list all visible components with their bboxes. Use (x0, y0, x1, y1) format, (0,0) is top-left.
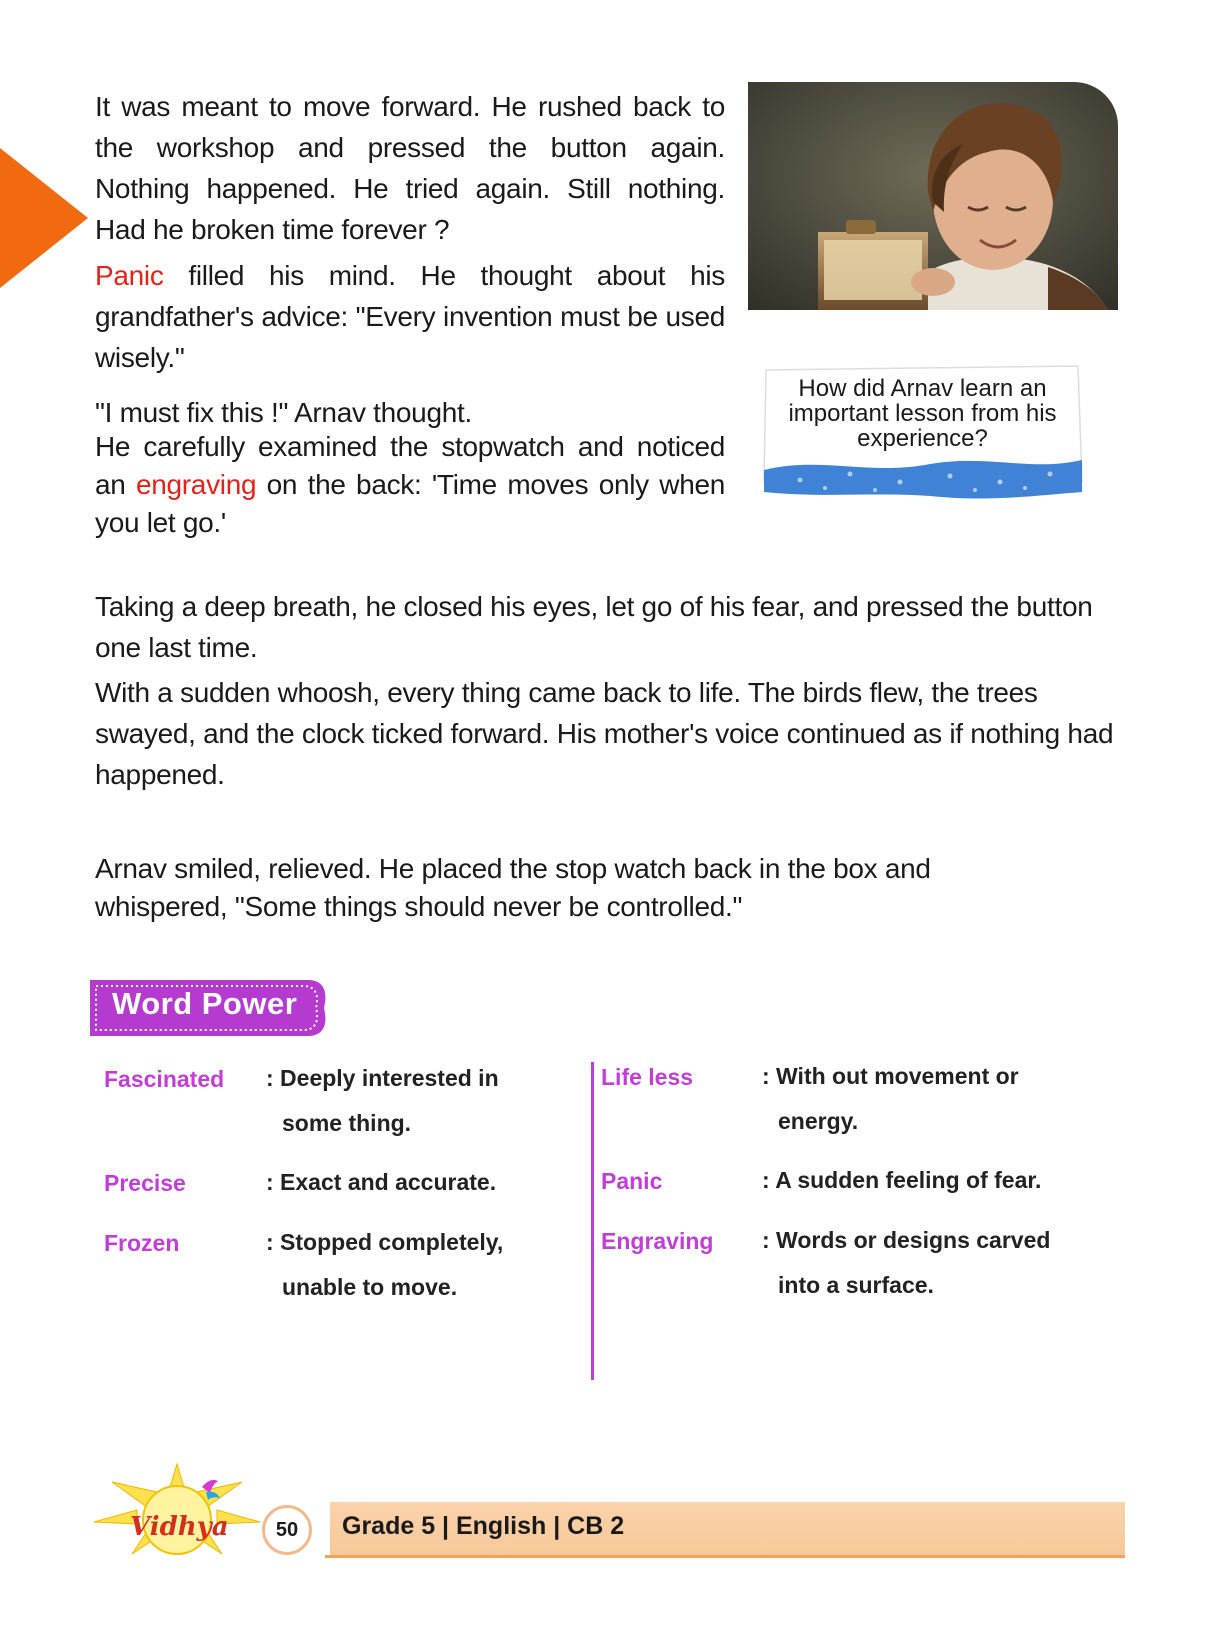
term-engraving: Engraving (601, 1228, 714, 1254)
orange-side-tab (0, 148, 88, 288)
story-paragraph-2-text: filled his mind. He thought about his grandfather's advice: "Every invention must be used wisely." (95, 260, 725, 373)
question-text: How did Arnav learn an important lesson from his experience? (788, 375, 1057, 452)
logo-text: Vidhya (130, 1512, 229, 1542)
page-number: 50 (262, 1505, 312, 1555)
column-divider (591, 1062, 594, 1380)
def-engraving-line1: : Words or designs carved (762, 1227, 1051, 1253)
def-fascinated-line1: : Deeply interested in (266, 1065, 499, 1091)
term-precise: Precise (104, 1170, 186, 1196)
footer-underline (325, 1555, 1125, 1558)
def-lifeless-line1: : With out movement or (762, 1063, 1019, 1089)
vidhya-logo (92, 1462, 262, 1562)
def-lifeless-line2: energy. (778, 1108, 859, 1134)
question-card (760, 364, 1085, 504)
story-paragraph-7: Arnav smiled, relieved. He placed the stop watch back in the box and whispered, "Some things should never be controlled." (95, 853, 931, 922)
story-paragraph-5: Taking a deep breath, he closed his eyes, let go of his fear, and pressed the button one last time. (95, 591, 1093, 663)
def-frozen-line1: : Stopped completely, (266, 1229, 504, 1255)
def-panic: : A sudden feeling of fear. (762, 1167, 1042, 1193)
def-engraving-line2: into a surface. (778, 1272, 934, 1298)
highlight-word-panic: Panic (95, 260, 164, 291)
story-paragraph-4-end: on the back: 'Time moves only when you let go.' (95, 469, 726, 538)
term-panic: Panic (601, 1168, 663, 1194)
story-paragraph-4-start: He carefully examined the stopwatch and noticed an (95, 431, 725, 500)
story-paragraph-3: "I must fix this !" Arnav thought. (95, 397, 472, 428)
orange-tab-shape (0, 148, 88, 288)
highlight-word-engraving: engraving (135, 469, 257, 500)
term-lifeless: Life less (601, 1064, 694, 1090)
story-paragraph-4 (95, 428, 725, 542)
boy-with-box-photo (748, 82, 1118, 310)
def-precise: : Exact and accurate. (266, 1169, 497, 1195)
story-paragraph-2 (95, 255, 725, 378)
story-paragraph-1: It was meant to move forward. He rushed back to the workshop and pressed the button again. Nothing happened. He tried again. Still nothing. Had he broken time forever ? (95, 91, 725, 245)
footer-text: Grade 5 | English | CB 2 (342, 1512, 625, 1540)
photo-illustration (748, 82, 1118, 310)
term-fascinated: Fascinated (104, 1066, 225, 1092)
word-power-title: Word Power (112, 986, 298, 1021)
term-frozen: Frozen (104, 1230, 180, 1256)
word-power-header (88, 978, 328, 1038)
def-fascinated-line2: some thing. (282, 1110, 412, 1136)
story-paragraph-6: With a sudden whoosh, every thing came back to life. The birds flew, the trees swayed, and the clock ticked forward. His mother's voice continued as if nothing had happened. (95, 677, 1114, 790)
def-frozen-line2: unable to move. (282, 1274, 458, 1300)
